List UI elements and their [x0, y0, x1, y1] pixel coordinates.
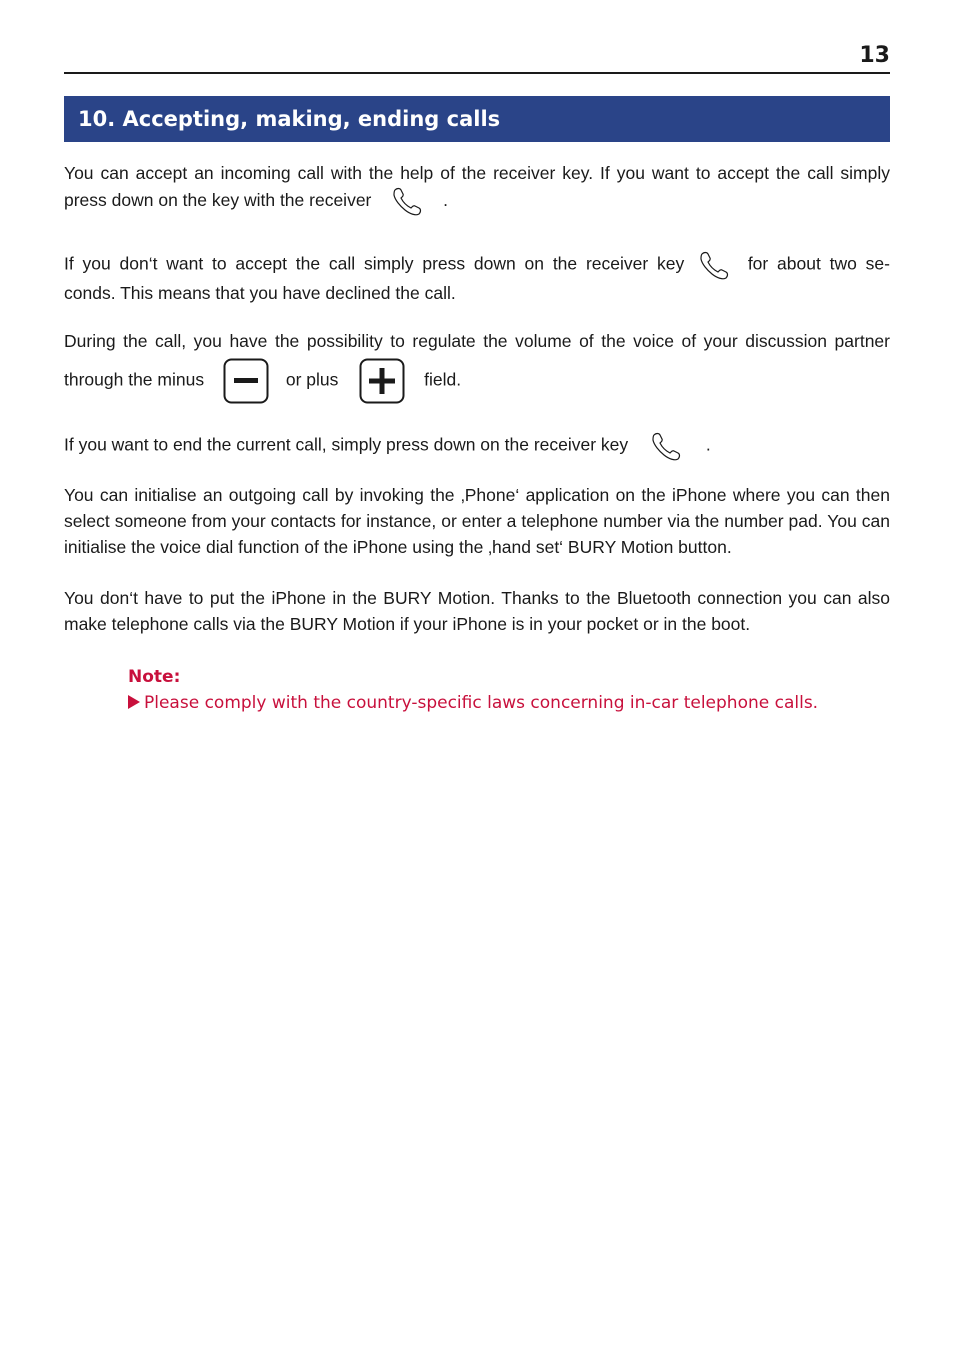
paragraph-volume-field-text: field.	[424, 369, 462, 390]
paragraph-volume-line1: During the call, you have the possibility to regulate the volume of the voice of your discussion partner	[64, 331, 890, 351]
paragraph-accept-call-line1: You can accept an incoming call with the help of the receiver key. If you want to accept the call simply	[64, 163, 890, 183]
plus-key-icon	[359, 358, 405, 404]
phone-receiver-icon	[392, 186, 426, 216]
paragraph-end-call	[64, 431, 890, 461]
paragraph-accept-call	[64, 160, 890, 216]
note-label: Note:	[128, 667, 181, 687]
section-header	[64, 96, 890, 142]
minus-key-icon	[223, 358, 269, 404]
paragraph-decline-call-line2: conds. This means that you have declined the call.	[64, 283, 456, 303]
paragraph-bluetooth: You don‘t have to put the iPhone in the BURY Motion. Thanks to the Bluetooth connection you can also make telephone calls via the BURY Motion if your iPhone is in your pocket or in the boot.	[64, 588, 890, 634]
paragraph-decline-call-tail: for about two se-	[747, 253, 890, 274]
note-text: Please comply with the country-specific laws concerning in-car telephone calls.	[144, 693, 819, 713]
top-rule	[64, 72, 890, 74]
paragraph-decline-call-line1	[64, 250, 890, 280]
paragraph-volume-plus-text: or plus	[285, 369, 339, 390]
paragraph-decline-call-text: If you don‘t want to accept the call simply press down on the receiver key	[64, 253, 685, 274]
paragraph-accept-call-text: press down on the key with the receiver	[64, 189, 372, 210]
paragraph-end-call-period: .	[705, 434, 711, 455]
paragraph-decline-call	[64, 250, 890, 306]
paragraph-end-call-text: If you want to end the current call, simply press down on the receiver key	[64, 434, 629, 455]
phone-receiver-icon	[699, 250, 733, 280]
paragraph-accept-call-line2	[64, 190, 448, 210]
paragraph-volume-minus-text: through the minus	[64, 369, 205, 390]
paragraph-outgoing-call: You can initialise an outgoing call by invoking the ‚Phone‘ application on the iPhone where you can then select someone from your contacts for instance, or enter a telephone number via the number pad. You can initialise the voice dial function of the iPhone using the ‚hand set‘ BURY Motion button.	[64, 485, 890, 557]
phone-receiver-icon	[651, 431, 685, 461]
note-line	[128, 690, 818, 716]
section-title: 10. Accepting, making, ending calls	[78, 107, 501, 131]
paragraph-accept-call-period: .	[443, 189, 449, 210]
arrow-right-icon	[128, 695, 140, 709]
paragraph-volume	[64, 328, 890, 404]
page-number: 13	[859, 43, 890, 68]
note-block	[128, 664, 818, 716]
paragraph-volume-line2	[64, 358, 890, 404]
